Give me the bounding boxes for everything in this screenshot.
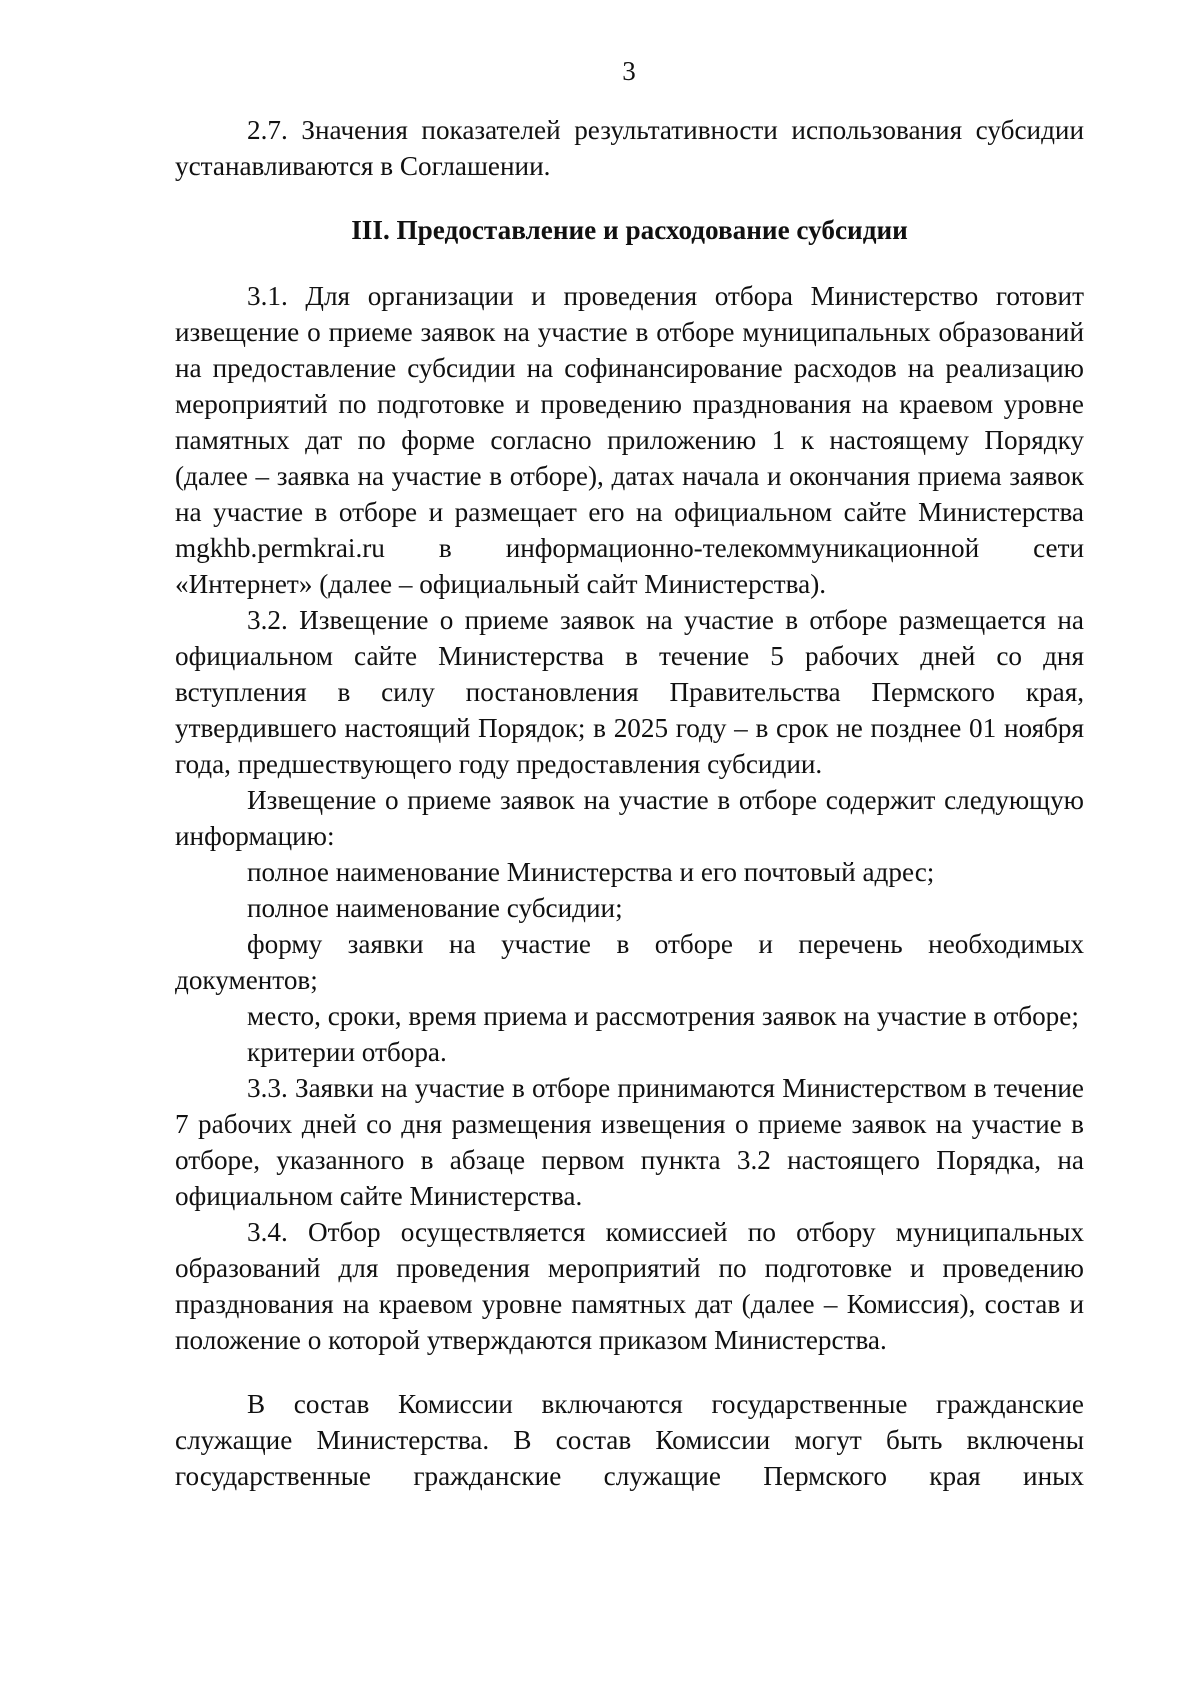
page-number: 3 <box>622 56 636 86</box>
section-heading-iii: III. Предоставление и расходование субсидии <box>351 215 908 245</box>
list-item-subsidy-name: полное наименование субсидии; <box>247 893 623 923</box>
paragraph-3-2: 3.2. Извещение о приеме заявок на участие в отборе размещается на официальном сайте Министерства в течение 5 рабочих дней со дня вступления в силу постановления Правительства Пермского края, утвердившего настоящий Порядок; в 2025 году – в срок не позднее 01 ноября года, предшествующего году предоставления субсидии. <box>175 605 1084 779</box>
list-item-ministry-name: полное наименование Министерства и его почтовый адрес; <box>247 857 935 887</box>
paragraph-3-3: 3.3. Заявки на участие в отборе принимаются Министерством в течение 7 рабочих дней со дня размещения извещения о приеме заявок на участие в отборе, указанного в абзаце первом пункта 3.2 настоящего Порядка, на официальном сайте Министерства. <box>175 1073 1084 1211</box>
paragraph-3-4: 3.4. Отбор осуществляется комиссией по отбору муниципальных образований для проведения мероприятий по подготовке и проведению празднования на краевом уровне памятных дат (далее – Комиссия), состав и положение о которой утверждаются приказом Министерства. <box>175 1217 1084 1355</box>
document-body <box>175 112 1084 1494</box>
list-item-selection-criteria: критерии отбора. <box>247 1037 447 1067</box>
list-item-place-and-terms: место, сроки, время приема и рассмотрения заявок на участие в отборе; <box>247 1001 1079 1031</box>
paragraph-notice-contents: Извещение о приеме заявок на участие в отборе содержит следующую информацию: <box>175 785 1084 851</box>
list-item-application-form: форму заявки на участие в отборе и перечень необходимых документов; <box>175 929 1084 995</box>
paragraph-commission-members: В состав Комиссии включаются государственные гражданские служащие Министерства. В состав Комиссии могут быть включены государственные гражданские служащие Пермского края иных <box>175 1389 1084 1491</box>
paragraph-3-1: 3.1. Для организации и проведения отбора Министерство готовит извещение о приеме заявок на участие в отборе муниципальных образований на предоставление субсидии на софинансирование расходов на реализацию мероприятий по подготовке и проведению празднования на краевом уровне памятных дат по форме согласно приложению 1 к настоящему Порядку (далее – заявка на участие в отборе), датах начала и окончания приема заявок на участие в отборе и размещает его на официальном сайте Министерства mgkhb.permkrai.ru в информационно-телекоммуникационной сети «Интернет» (далее – официальный сайт Министерства). <box>175 281 1084 599</box>
paragraph-2-7: 2.7. Значения показателей результативности использования субсидии устанавливаются в Соглашении. <box>175 115 1084 181</box>
